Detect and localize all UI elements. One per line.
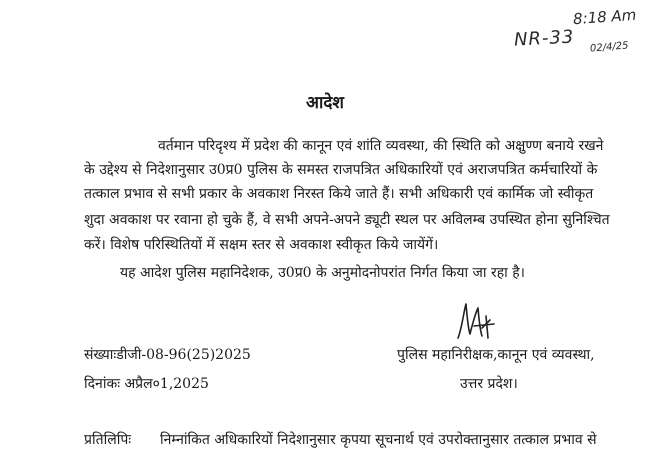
approval-line: यह आदेश पुलिस महानिदेशक, उ0प्र0 के अनुमोदनोपरांत निर्गत किया जा रहा है। (120, 265, 525, 281)
signatory-designation: पुलिस महानिरीक्षक,कानून एवं व्यवस्था, (397, 347, 595, 363)
order-number: संख्याःडीजी-08-96(25)2025 (84, 347, 251, 363)
handwritten-time: 8:18 Am (572, 5, 637, 29)
paragraph-line: के उद्देश्य से निदेशानुसार उ0प्र0 पुलिस के समस्त राजपत्रित अधिकारियों एवं अराजपत्रित कर्मचारियों के (84, 162, 598, 178)
signature (452, 298, 498, 344)
paragraph-line: शुदा अवकाश पर रवाना हो चुके हैं, वे सभी अपने-अपने ड्यूटी स्थल पर अविलम्ब उपस्थित होना सुनिश्चित (84, 212, 610, 228)
signatory-state: उत्तर प्रदेश। (460, 376, 518, 392)
copy-label: प्रतिलिपिः (84, 432, 132, 448)
copy-text: निम्नांकित अधिकारियों निदेशानुसार कृपया सूचनार्थ एवं उपरोक्तानुसार तत्काल प्रभाव से (160, 432, 597, 448)
handwritten-receipt-date: 02/4/25 (589, 40, 629, 55)
paragraph-line: करें। विशेष परिस्थितियों में सक्षम स्तर से अवकाश स्वीकृत किये जायेंगें। (84, 237, 439, 253)
paragraph-line: तत्काल प्रभाव से सभी प्रकार के अवकाश निरस्त किये जाते हैं। सभी अधिकारी एवं कार्मिक जो स्वीकृत (84, 186, 594, 202)
order-date: दिनांकः अप्रैल०1,2025 (84, 376, 209, 392)
handwritten-reference-number: NR-33 (513, 26, 575, 51)
paragraph-line: वर्तमान परिदृश्य में प्रदेश की कानून एवं शांति व्यवस्था, की स्थिति को अक्षुण्ण बनाये रखने (158, 138, 604, 154)
document-title: आदेश (306, 93, 344, 113)
